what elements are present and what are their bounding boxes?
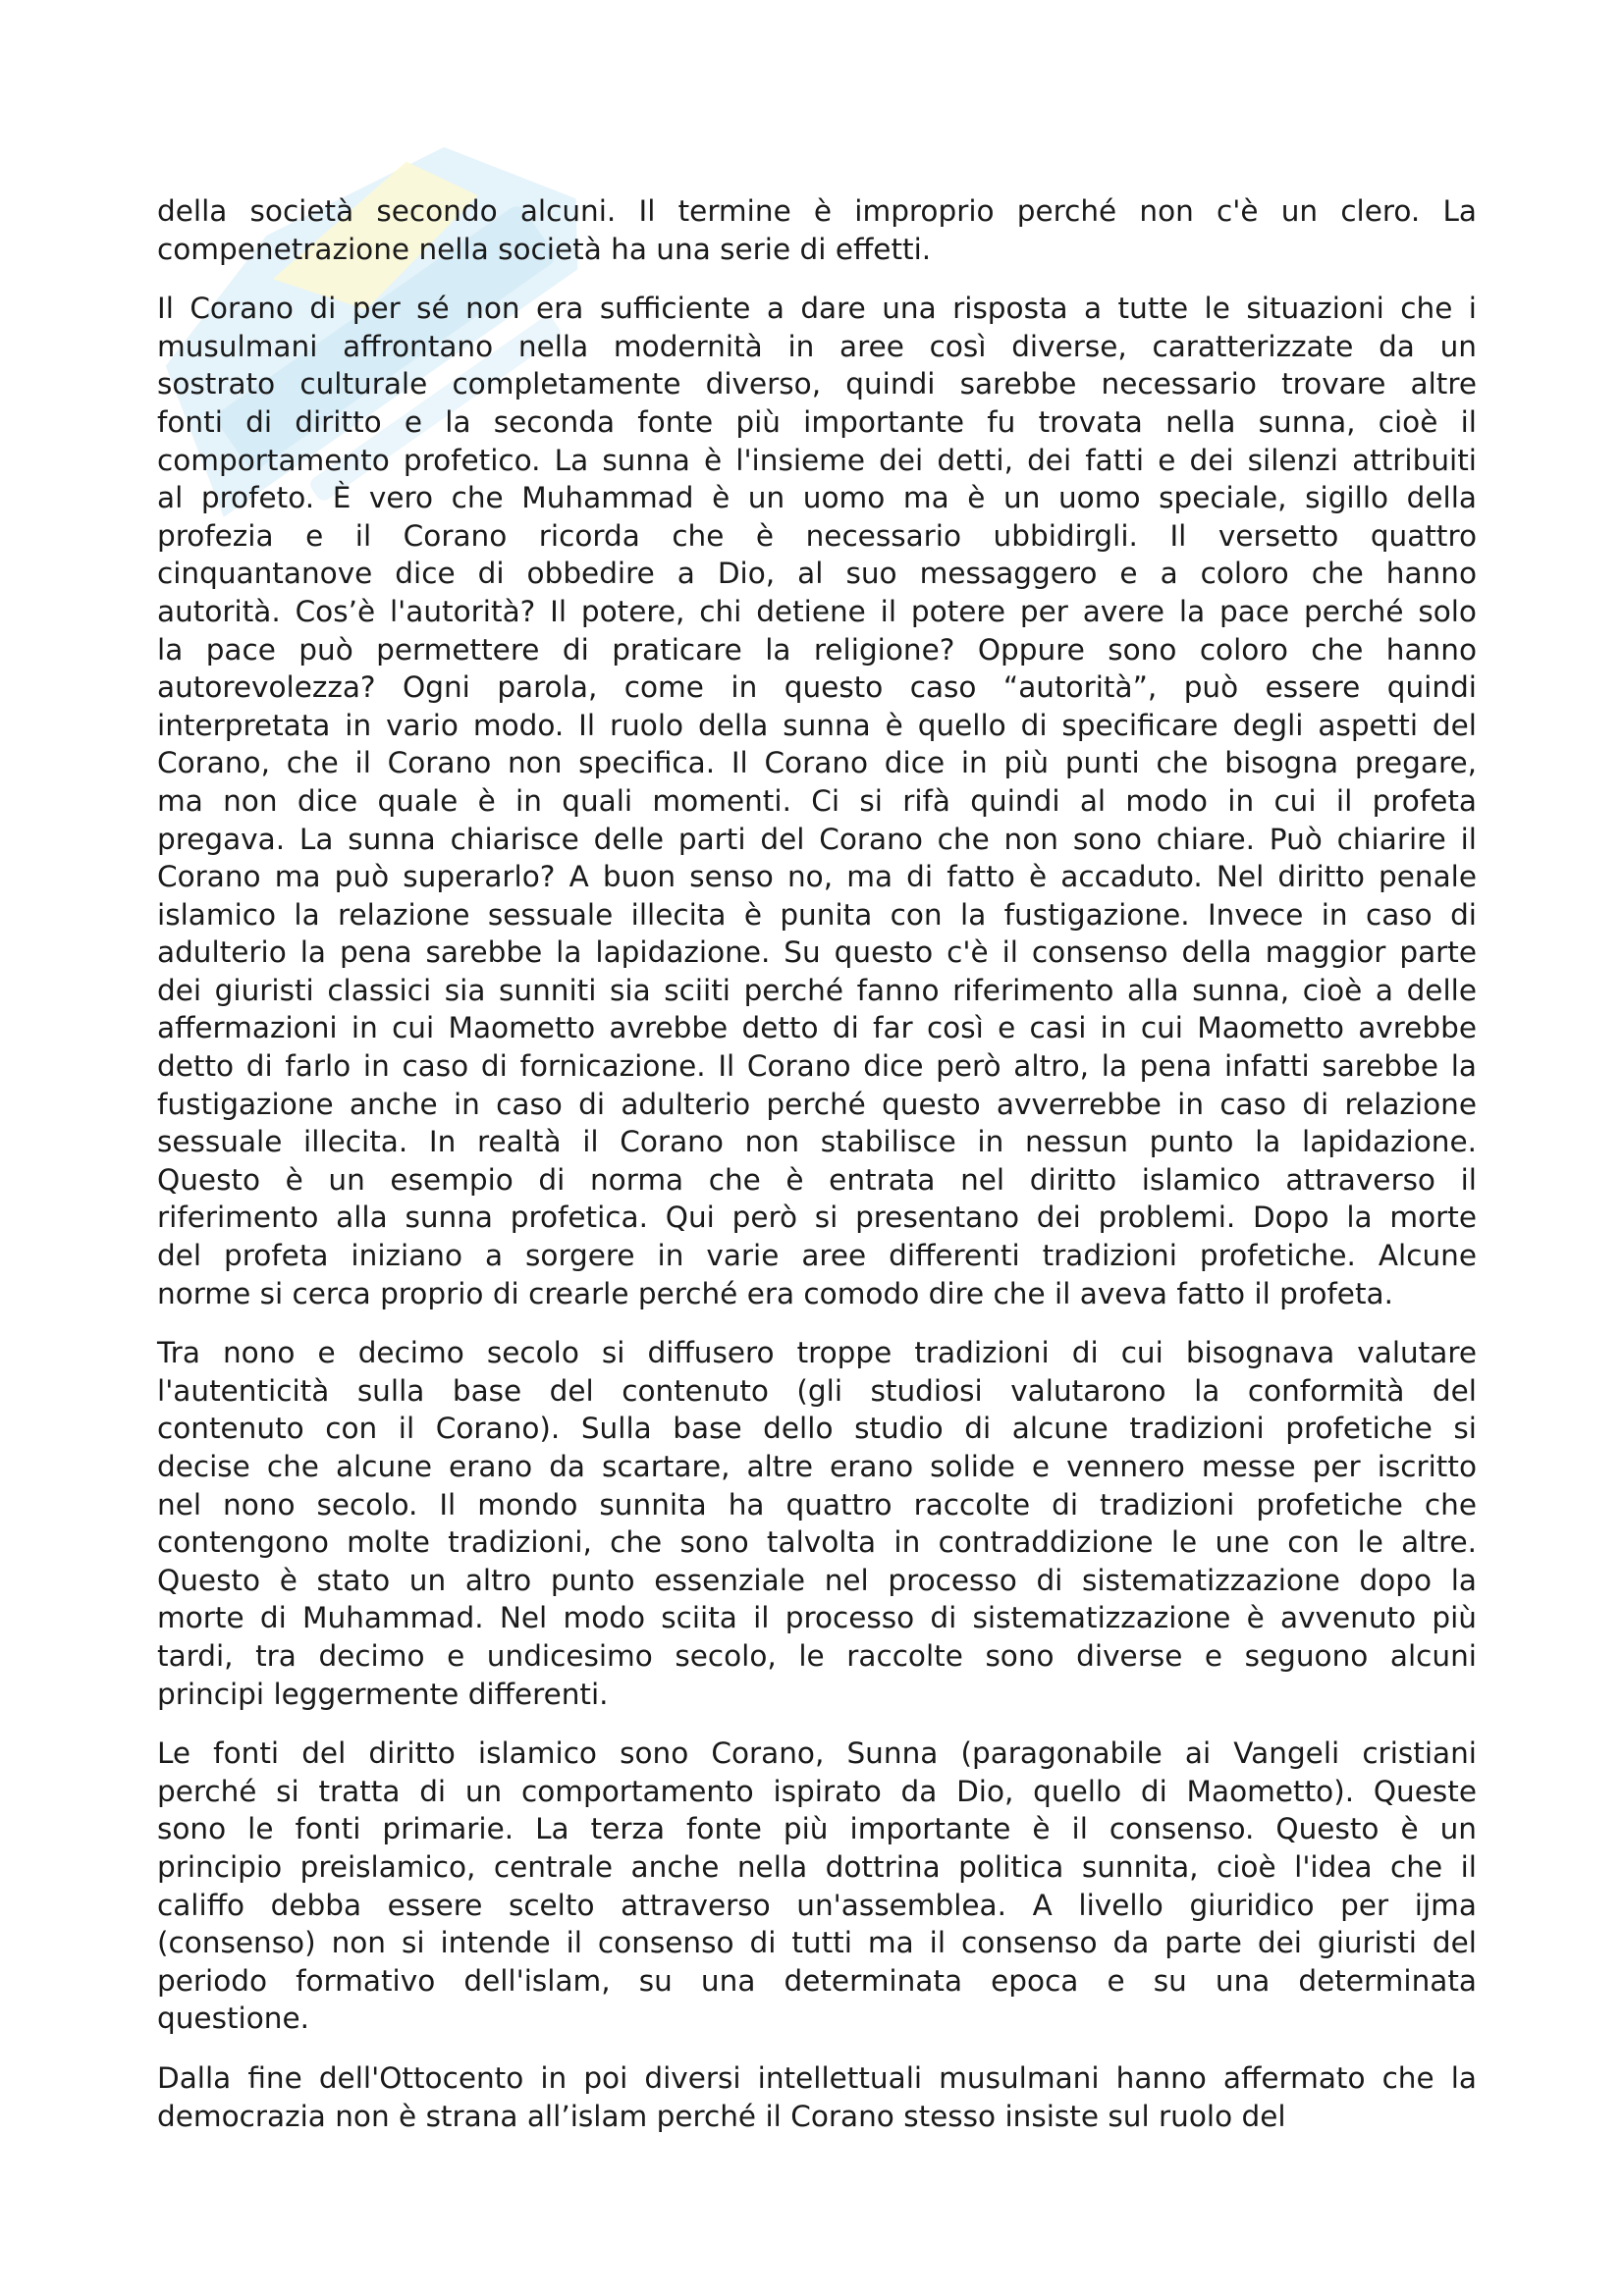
text-line: decise che alcune erano da scartare, altre erano solide e vennero messe per iscritto — [157, 1450, 1477, 1483]
text-line: contenuto con il Corano). Sulla base dello studio di alcune tradizioni profetiche si — [157, 1412, 1477, 1446]
text-line: questione. — [157, 2002, 309, 2036]
text-line: Le fonti del diritto islamico sono Corano, Sunna (paragonabile ai Vangeli cristiani — [157, 1736, 1477, 1771]
text-line: profezia e il Corano ricorda che è necessario ubbidirgli. Il versetto quattro — [157, 518, 1477, 553]
text-line: sono le fonti primarie. La terza fonte più importante è il consenso. Questo è un — [157, 1812, 1477, 1846]
text-line: (consenso) non si intende il consenso di tutti ma il consenso da parte dei giuristi del — [157, 1926, 1477, 1960]
text-line: morte di Muhammad. Nel modo sciita il processo di sistematizzazione è avvenuto più — [157, 1601, 1477, 1635]
text-line: l'autenticità sulla base del contenuto (gli studiosi valutarono la conformità del — [157, 1373, 1477, 1408]
text-line: contengono molte tradizioni, che sono talvolta in contraddizione le une con le altre. — [157, 1525, 1477, 1560]
paragraph — [157, 290, 1477, 1312]
text-line: principi leggermente differenti. — [157, 1677, 609, 1711]
text-line: autorevolezza? Ogni parola, come in questo caso “autorità”, può essere quindi — [157, 670, 1477, 705]
text-line: della società secondo alcuni. Il termine è improprio perché non c'è un clero. La — [157, 194, 1477, 228]
paragraph — [157, 192, 1477, 268]
text-line: detto di farlo in caso di fornicazione. Il Corano dice però altro, la pena infatti sarebbe la — [157, 1049, 1477, 1084]
text-line: adulterio la pena sarebbe la lapidazione. Su questo c'è il consenso della maggior parte — [157, 935, 1477, 970]
paragraph — [157, 2059, 1477, 2135]
text-line: tardi, tra decimo e undicesimo secolo, le raccolte sono diverse e seguono alcuni — [157, 1638, 1477, 1673]
text-line: Dalla fine dell'Ottocento in poi diversi intellettuali musulmani hanno affermato che la — [157, 2060, 1477, 2095]
text-line: dei giuristi classici sia sunniti sia sciiti perché fanno riferimento alla sunna, cioè a delle — [157, 973, 1477, 1007]
text-line: perché si tratta di un comportamento ispirato da Dio, quello di Maometto). Queste — [157, 1774, 1477, 1808]
text-line: ma non dice quale è in quali momenti. Ci si rifà quindi al modo in cui il profeta — [157, 783, 1477, 818]
text-line: Questo è stato un altro punto essenziale nel processo di sistematizzazione dopo la — [157, 1563, 1477, 1597]
text-line: califfo debba essere scelto attraverso un'assemblea. A livello giuridico per ijma — [157, 1888, 1477, 1922]
text-line: affermazioni in cui Maometto avrebbe detto di far così e casi in cui Maometto avrebbe — [157, 1011, 1477, 1045]
text-line: riferimento alla sunna profetica. Qui però si presentano dei problemi. Dopo la morte — [157, 1201, 1477, 1235]
text-line: interpretata in vario modo. Il ruolo della sunna è quello di specificare degli aspetti del — [157, 708, 1477, 742]
text-line: del profeta iniziano a sorgere in varie aree differenti tradizioni profetiche. Alcune — [157, 1239, 1477, 1273]
text-line: Tra nono e decimo secolo si diffusero troppe tradizioni di cui bisognava valutare — [157, 1336, 1477, 1370]
text-line: pregava. La sunna chiarisce delle parti del Corano che non sono chiare. Può chiarire il — [157, 822, 1477, 856]
text-line: fonti di diritto e la seconda fonte più importante fu trovata nella sunna, cioè il — [157, 404, 1477, 439]
text-line: la pace può permettere di praticare la religione? Oppure sono coloro che hanno — [157, 632, 1477, 667]
text-line: principio preislamico, centrale anche nella dottrina politica sunnita, cioè l'idea che il — [157, 1849, 1477, 1884]
text-line: cinquantanove dice di obbedire a Dio, al suo messaggero e a coloro che hanno — [157, 557, 1477, 591]
text-line: al profeto. È vero che Muhammad è un uomo ma è un uomo speciale, sigillo della — [157, 481, 1477, 515]
text-line: Corano, che il Corano non specifica. Il Corano dice in più punti che bisogna pregare, — [157, 746, 1477, 780]
text-line: Il Corano di per sé non era sufficiente a dare una risposta a tutte le situazioni che i — [157, 292, 1477, 326]
text-line: Questo è un esempio di norma che è entrata nel diritto islamico attraverso il — [157, 1162, 1477, 1197]
text-line: islamico la relazione sessuale illecita è punita con la fustigazione. Invece in caso di — [157, 897, 1477, 932]
text-line: periodo formativo dell'islam, su una determinata epoca e su una determinata — [157, 1963, 1477, 1998]
text-line: compenetrazione nella società ha una serie di effetti. — [157, 232, 932, 266]
paragraph — [157, 1334, 1477, 1713]
text-line: sostrato culturale completamente diverso, quindi sarebbe necessario trovare altre — [157, 367, 1477, 401]
text-line: democrazia non è strana all’islam perché il Corano stesso insiste sul ruolo del — [157, 2099, 1286, 2133]
text-line: autorità. Cos’è l'autorità? Il potere, chi detiene il potere per avere la pace perché solo — [157, 594, 1477, 628]
paragraph — [157, 1735, 1477, 2038]
document-page — [157, 192, 1477, 2157]
text-line: norme si cerca proprio di crearle perché era comodo dire che il aveva fatto il profeta. — [157, 1276, 1393, 1310]
text-line: nel nono secolo. Il mondo sunnita ha quattro raccolte di tradizioni profetiche che — [157, 1487, 1477, 1522]
text-line: sessuale illecita. In realtà il Corano non stabilisce in nessun punto la lapidazione. — [157, 1125, 1477, 1159]
text-line: musulmani affrontano nella modernità in aree così diverse, caratterizzate da un — [157, 329, 1477, 363]
text-line: Corano ma può superarlo? A buon senso no, ma di fatto è accaduto. Nel diritto penale — [157, 860, 1477, 894]
text-line: comportamento profetico. La sunna è l'insieme dei detti, dei fatti e dei silenzi attribuiti — [157, 443, 1477, 477]
text-line: fustigazione anche in caso di adulterio perché questo avverrebbe in caso di relazione — [157, 1087, 1477, 1121]
